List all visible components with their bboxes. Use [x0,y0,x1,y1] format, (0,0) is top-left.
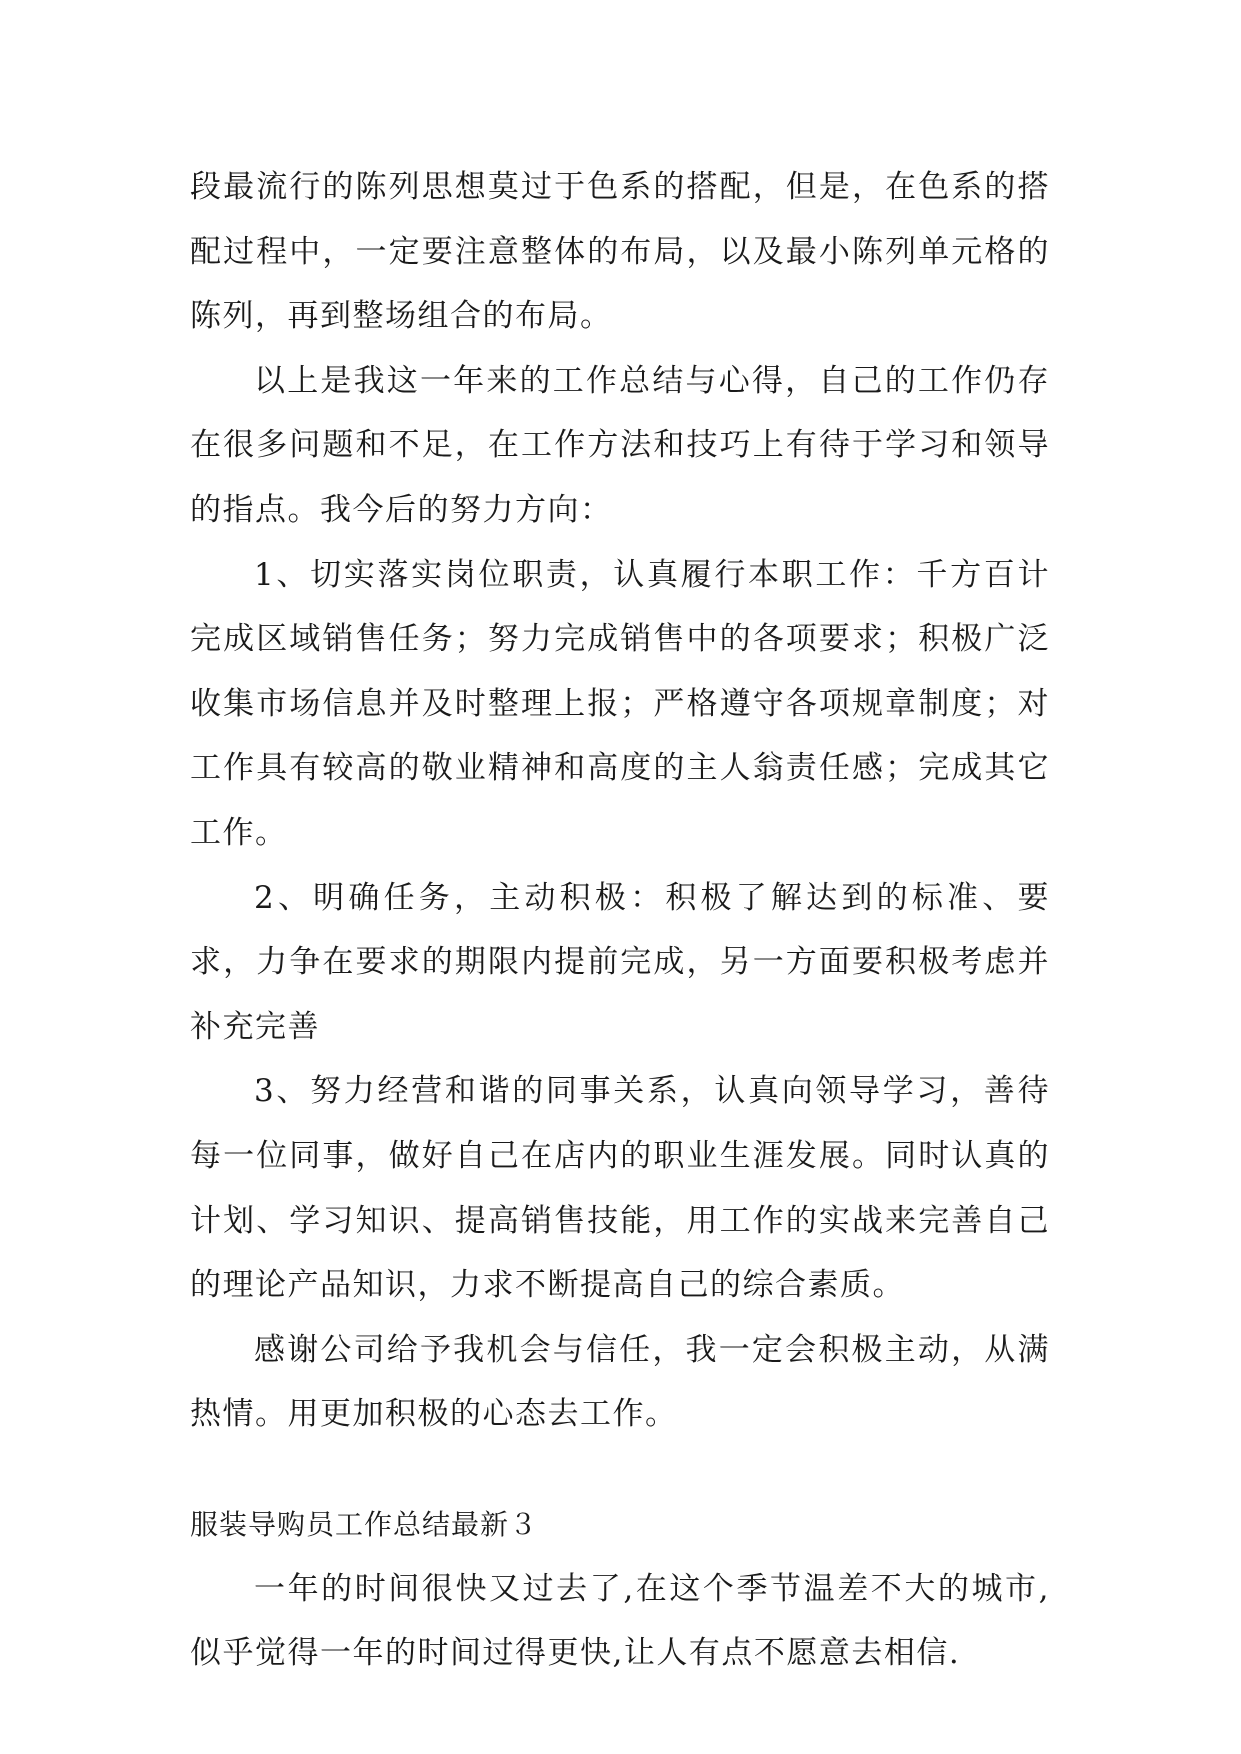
paragraph-goal-2: 2、明确任务，主动积极：积极了解达到的标准、要求，力争在要求的期限内提前完成，另一方面要积极考虑并补充完善 [190,879,1050,1045]
section-spacer [190,1447,1050,1493]
paragraph-thanks: 感谢公司给予我机会与信任，我一定会积极主动，从满热情。用更加积极的心态去工作。 [190,1331,1050,1433]
paragraph-year-passed: 一年的时间很快又过去了,在这个季节温差不大的城市,似乎觉得一年的时间过得更快,让人有点不愿意去相信. [190,1570,1050,1672]
paragraph-layout-continuation: 段最流行的陈列思想莫过于色系的搭配，但是，在色系的搭配过程中，一定要注意整体的布局，以及最小陈列单元格的陈列，再到整场组合的布局。 [190,169,1050,335]
paragraph-goal-1: 1、切实落实岗位职责，认真履行本职工作：千方百计完成区域销售任务；努力完成销售中的各项要求；积极广泛收集市场信息并及时整理上报；严格遵守各项规章制度；对工作具有较高的敬业精神和高度的主人翁责任感；完成其它工作。 [190,556,1050,851]
paragraph-summary-intro: 以上是我这一年来的工作总结与心得，自己的工作仍存在很多问题和不足，在工作方法和技巧上有待于学习和领导的指点。我今后的努力方向： [190,362,1050,528]
section-heading: 服装导购员工作总结最新３ [190,1507,539,1541]
document-body [190,155,1050,1686]
paragraph-goal-3: 3、努力经营和谐的同事关系，认真向领导学习，善待每一位同事，做好自己在店内的职业生涯发展。同时认真的计划、学习知识、提高销售技能，用工作的实战来完善自己的理论产品知识，力求不断提高自己的综合素质。 [190,1073,1050,1304]
